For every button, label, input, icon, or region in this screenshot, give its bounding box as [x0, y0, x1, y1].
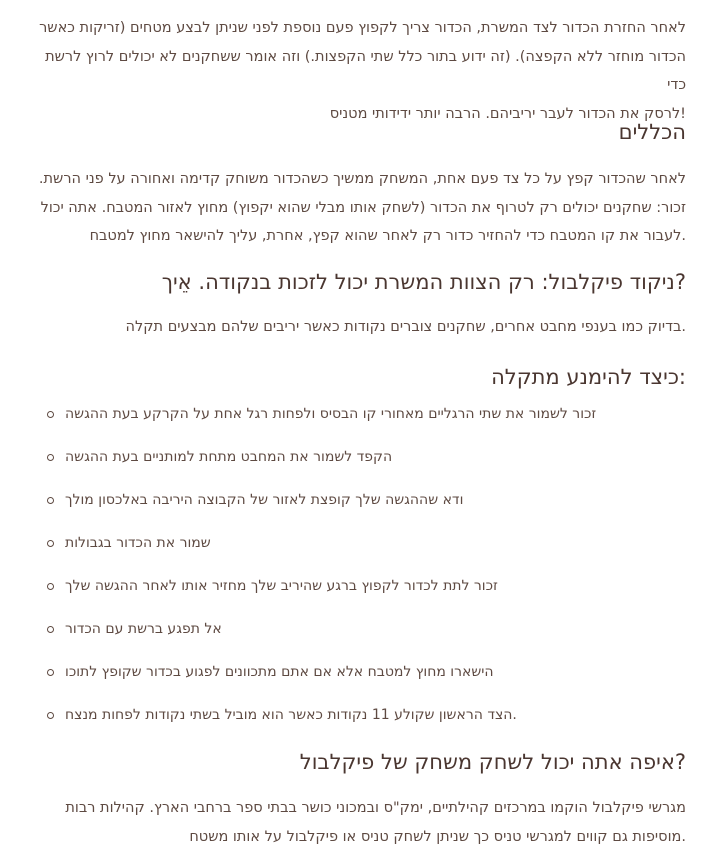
list-item-text: הקפד לשמור את המחבט מתחת למותניים בעת ההגשה — [65, 449, 393, 465]
list-item-text: הישארו מחוץ למטבח אלא אם אתם מתכוונים לפגוע בכדור שקופץ לתוכו — [65, 664, 494, 680]
scoring-heading: ?ניקוד פיקלבול: רק הצוות המשרת יכול לזכות בנקודה. אֵיך — [161, 270, 686, 294]
bullet-icon — [47, 626, 54, 633]
rules-paragraph — [25, 165, 686, 251]
list-item-text: .הצד הראשון שקולע 11 נקודות כאשר הוא מוביל בשתי נקודות לפחות מנצח — [65, 707, 517, 723]
list-item-text: שמור את הכדור בגבולות — [65, 535, 211, 551]
scoring-paragraph: .בדיוק כמו בענפי מחבט אחרים, שחקנים צוברים נקודות כאשר יריבים שלהם מבצעים תקלה — [125, 319, 686, 335]
where-line: מגרשי פיקלבול הוקמו במרכזים קהילתיים, ימק"ס ובמכוני כושר בבתי ספר ברחבי הארץ. קהילות רבות — [65, 800, 686, 816]
rules-heading: הכללים — [618, 120, 686, 144]
rules-line: .לעבור את קו המטבח כדי להחזיר כדור רק לאחר שהוא קפץ, אחרת, עליך להישאר מחוץ למטבח — [89, 228, 686, 244]
avoid-heading: :כיצד להימנע מתקלה — [491, 365, 686, 389]
list-item-text: זכור לתת לכדור לקפוץ ברגע שהיריב שלך מחזיר אותו לאחר ההגשה שלך — [65, 578, 498, 594]
bullet-icon — [47, 669, 54, 676]
rules-line: לאחר שהכדור קפץ על כל צד פעם אחת, המשחק ממשיך כשהכדור משוחק קדימה ואחורה על פני הרשת. — [38, 171, 686, 187]
list-item — [0, 490, 720, 533]
bullet-icon — [47, 411, 54, 418]
list-item — [0, 447, 720, 490]
where-line: .מוסיפות גם קווים למגרשי טניס כך שניתן לשחק טניס או פיקלבול על אותו משטח — [189, 828, 686, 845]
list-item-text: ודא שההגשה שלך קופצת לאזור של הקבוצה היריבה באלכסון מולך — [65, 492, 464, 508]
intro-line: הכדור מוחזר ללא הקפצה). (זה ידוע בתור כלל שתי הקפצות.) וזה אומר ששחקנים לא יכולים לרוץ לרשת כדי — [45, 48, 686, 93]
list-item — [0, 662, 720, 705]
bullet-icon — [47, 454, 54, 461]
list-item — [0, 404, 720, 447]
bullet-icon — [47, 583, 54, 590]
intro-line: !לרסק את הכדור לעבר יריביהם. הרבה יותר ידידותי מטניס — [329, 105, 686, 122]
bullet-icon — [47, 712, 54, 719]
where-paragraph — [25, 794, 686, 851]
bullet-icon — [47, 497, 54, 504]
intro-paragraph — [25, 14, 686, 128]
rules-line: זכור: שחקנים יכולים רק לטרוף את הכדור (לשחק אותו מבלי שהוא יקפוץ) מחוץ לאזור המטבח. אתה יכול — [40, 199, 686, 216]
list-item — [0, 533, 720, 576]
intro-line: לאחר החזרת הכדור לצד המשרת, הכדור צריך לקפוץ פעם נוספת לפני שניתן לבצע מטחים (זריקות כאשר — [39, 20, 686, 36]
bullet-icon — [47, 540, 54, 547]
list-item-text: אל תפגע ברשת עם הכדור — [65, 621, 222, 637]
where-heading: ?איפה אתה יכול לשחק משחק של פיקלבול — [299, 750, 686, 774]
list-item-text: זכור לשמור את שתי הרגליים מאחורי קו הבסיס ולפחות רגל אחת על הקרקע בעת ההגשה — [65, 406, 597, 422]
list-item — [0, 576, 720, 619]
list-item — [0, 705, 720, 748]
list-item — [0, 619, 720, 662]
avoid-list — [0, 404, 720, 748]
